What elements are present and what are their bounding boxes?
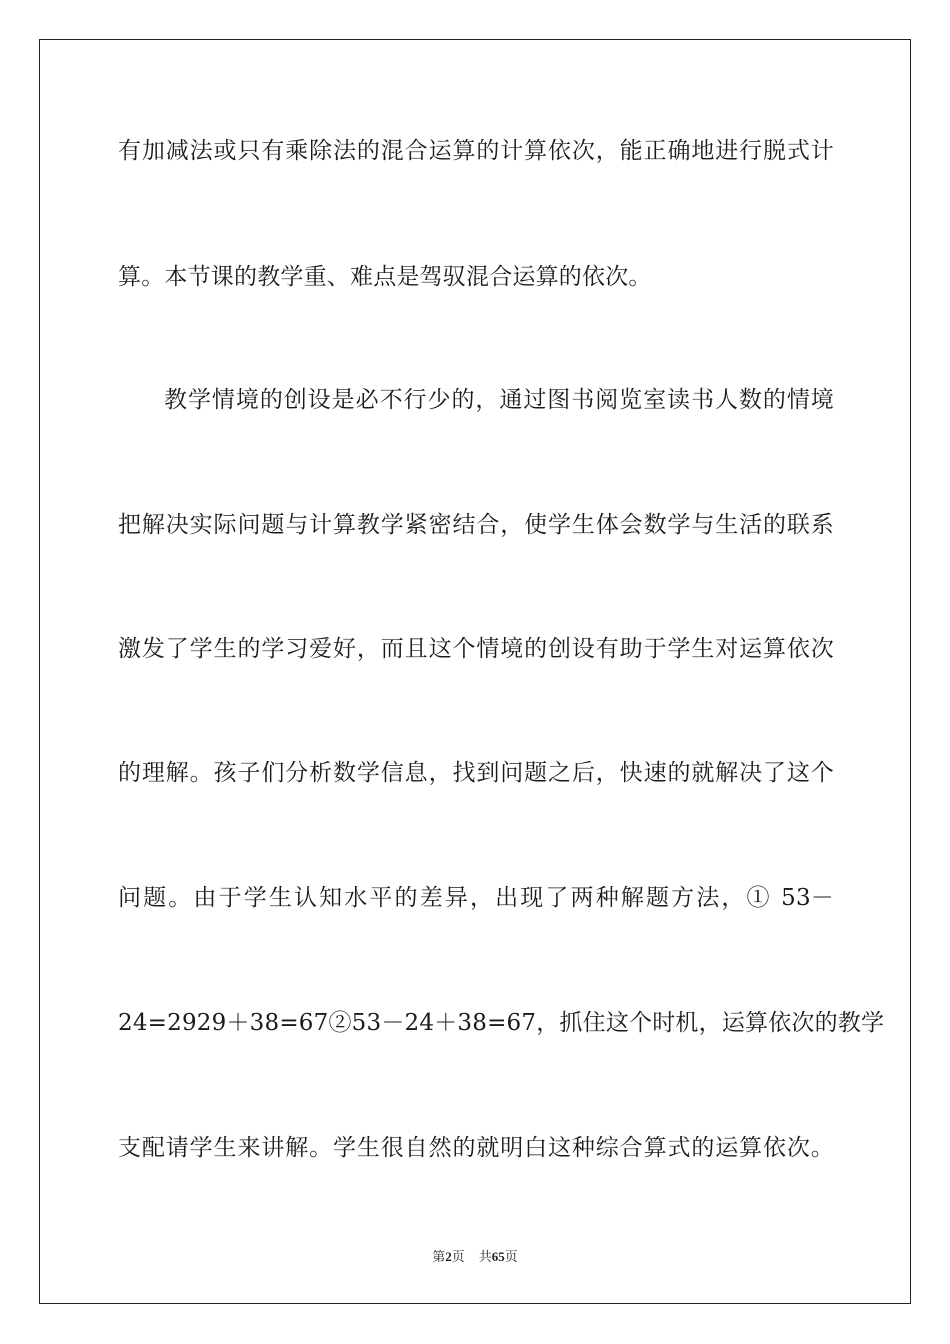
page-prefix: 第 bbox=[432, 1250, 446, 1265]
body-text-line-8: 24=2929＋38=67②53－24＋38=67，抓住这个时机，运算依次的教学 bbox=[118, 1010, 885, 1036]
body-text-line-1: 有加减法或只有乘除法的混合运算的计算依次，能正确地进行脱式计 bbox=[118, 138, 834, 164]
body-text-line-9: 支配请学生来讲解。学生很自然的就明白这种综合算式的运算依次。 bbox=[118, 1135, 834, 1161]
total-prefix: 共 bbox=[478, 1250, 492, 1265]
total-suffix: 页 bbox=[504, 1250, 518, 1265]
total-pages: 65 bbox=[491, 1249, 505, 1264]
body-text-line-3: 教学情境的创设是必不行少的，通过图书阅览室读书人数的情境 bbox=[164, 387, 834, 413]
page-suffix: 页 bbox=[451, 1250, 465, 1265]
body-text-line-5: 激发了学生的学习爱好，而且这个情境的创设有助于学生对运算依次 bbox=[118, 636, 834, 662]
page-border bbox=[39, 39, 911, 1304]
page-footer bbox=[0, 1248, 950, 1267]
body-text-line-2: 算。本节课的教学重、难点是驾驭混合运算的依次。 bbox=[118, 264, 652, 290]
body-text-line-6: 的理解。孩子们分析数学信息，找到问题之后，快速的就解决了这个 bbox=[118, 760, 834, 786]
body-text-line-7: 问题。由于学生认知水平的差异，出现了两种解题方法，① 53－ bbox=[118, 885, 834, 911]
page-number: 2 bbox=[445, 1249, 452, 1264]
body-text-line-4: 把解决实际问题与计算教学紧密结合，使学生体会数学与生活的联系 bbox=[118, 512, 834, 538]
